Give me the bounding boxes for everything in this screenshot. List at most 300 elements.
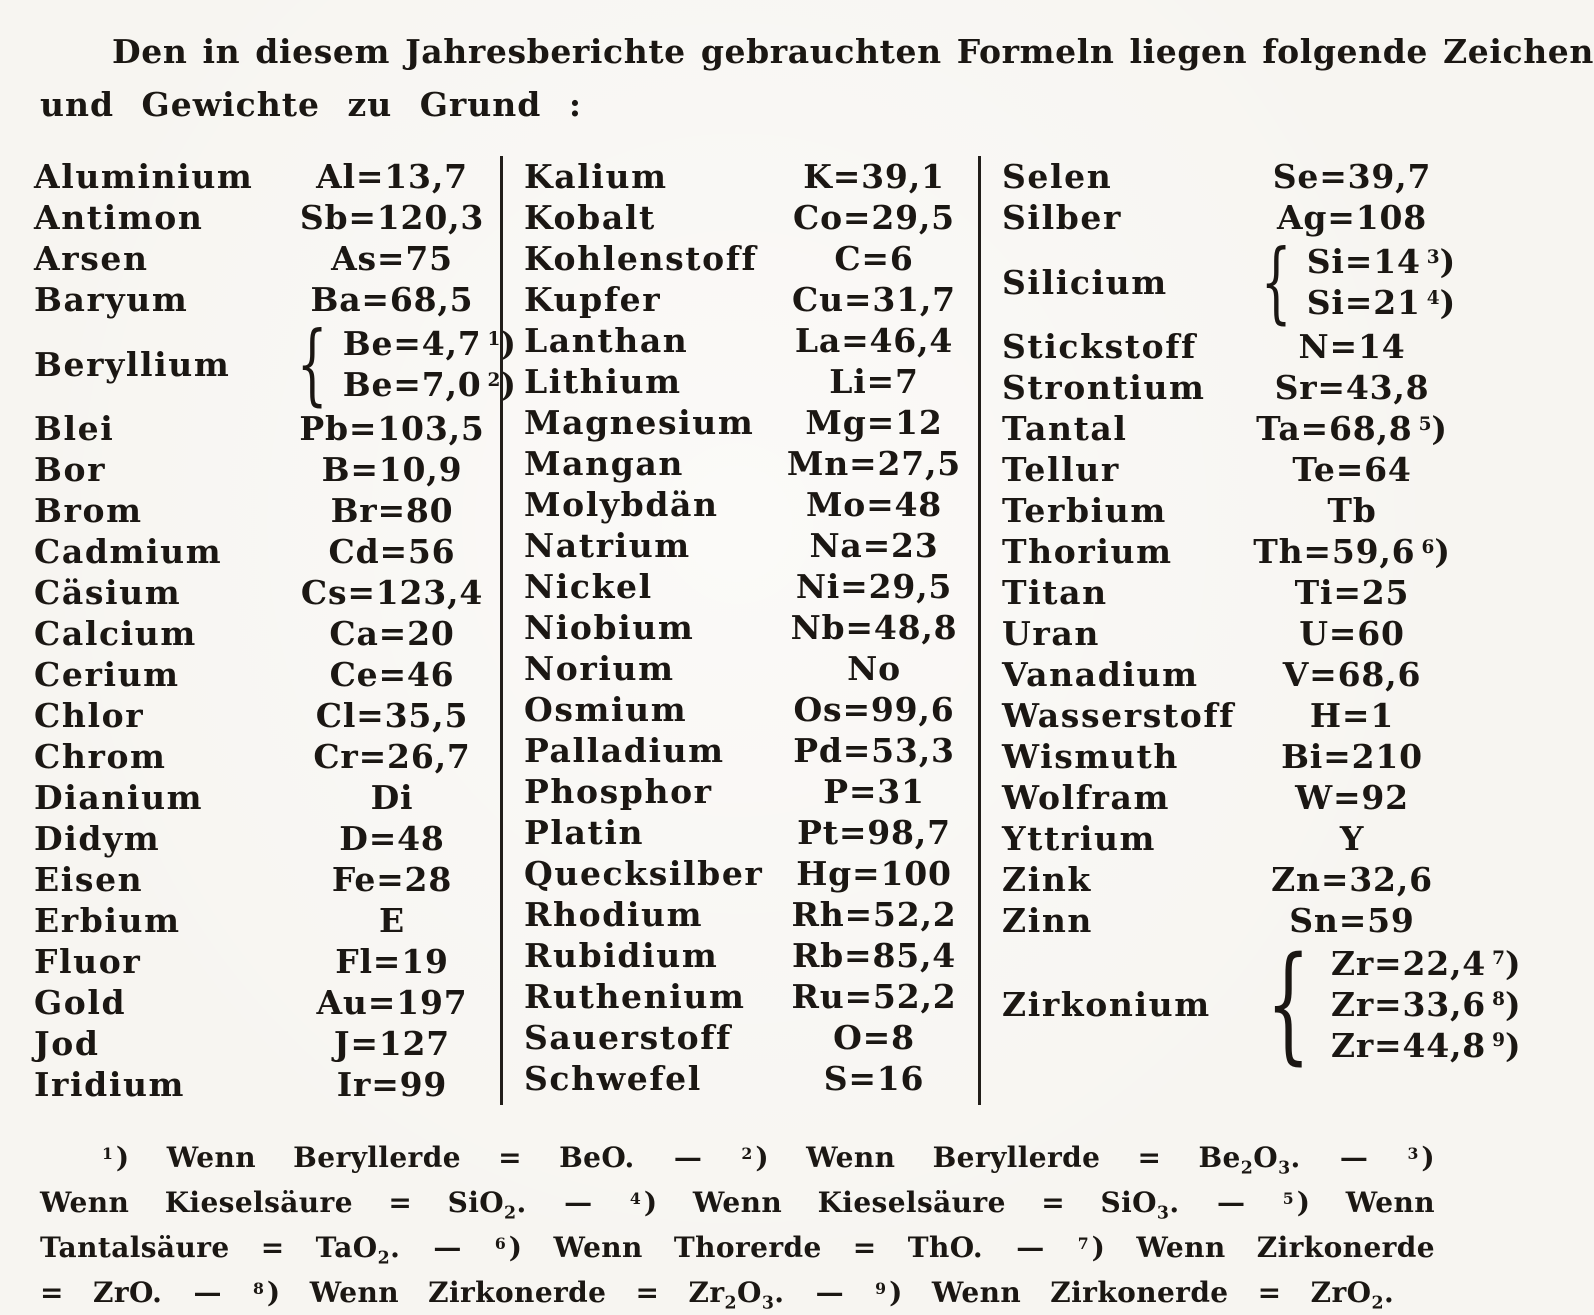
element-name: Natrium <box>524 526 691 565</box>
element-name: Eisen <box>34 860 144 899</box>
element-row <box>34 279 500 320</box>
subscript: 2 <box>724 1293 738 1314</box>
element-row <box>1002 695 1456 736</box>
element-value-line: Au=197 <box>316 983 468 1022</box>
element-value <box>1248 408 1456 449</box>
element-row <box>34 1023 500 1064</box>
element-value <box>284 777 500 818</box>
element-name: Aluminium <box>34 157 254 196</box>
element-row <box>34 1064 500 1105</box>
element-value-line: Os=99,6 <box>793 690 955 729</box>
element-row <box>1002 197 1456 238</box>
element-value-line: Si=21 $^4$) <box>1306 283 1457 322</box>
element-value-line: Ca=20 <box>329 614 455 653</box>
element-value <box>770 320 978 361</box>
element-name: Schwefel <box>524 1059 702 1098</box>
footnote-text: Wenn Beryllerde = BeO. <box>166 1141 635 1174</box>
element-value-line: C=6 <box>834 239 914 278</box>
element-value <box>770 812 978 853</box>
element-value <box>770 238 978 279</box>
element-value <box>1248 736 1456 777</box>
element-row <box>524 402 978 443</box>
element-name: Uran <box>1002 614 1100 653</box>
element-name: Kalium <box>524 157 668 196</box>
element-name: Kohlenstoff <box>524 239 758 278</box>
element-value-line: Be=4,7 $^1$) <box>342 324 517 363</box>
footnote-ref-marker: 2 <box>487 369 501 391</box>
element-row <box>524 648 978 689</box>
footnote-ref-marker: 7 <box>1492 948 1505 970</box>
footnote-text: Wenn Zirkonerde = ZrO$_2$. <box>931 1276 1395 1314</box>
footnote-ref-marker: 9 <box>1492 1030 1505 1052</box>
element-row <box>524 320 978 361</box>
element-value-line: Pd=53,3 <box>793 731 955 770</box>
element-row <box>34 982 500 1023</box>
element-row <box>34 941 500 982</box>
element-value <box>284 1064 500 1105</box>
element-value-line: Li=7 <box>829 362 919 401</box>
subscript: 3 <box>1156 1203 1170 1224</box>
element-value-line: Mn=27,5 <box>786 444 962 483</box>
subscript: 2 <box>504 1203 517 1224</box>
element-name: Stickstoff <box>1002 327 1197 366</box>
element-row <box>34 777 500 818</box>
element-name: Gold <box>34 983 127 1022</box>
element-value-line: Zr=44,8 $^9$) <box>1330 1025 1522 1065</box>
element-value-line: Cr=26,7 <box>313 737 471 776</box>
element-value-line: Ta=68,8 $^5$) <box>1256 409 1448 448</box>
element-value <box>770 648 978 689</box>
element-value <box>770 935 978 976</box>
subscript: 2 <box>377 1248 391 1269</box>
element-value-line: Cl=35,5 <box>315 696 469 735</box>
element-name: Calcium <box>34 614 197 653</box>
element-value-line: Rb=85,4 <box>791 936 957 975</box>
element-row <box>1002 572 1456 613</box>
element-name: Wismuth <box>1002 737 1179 776</box>
element-row <box>524 812 978 853</box>
footnote-separator: — <box>1181 1186 1281 1219</box>
element-name: Titan <box>1002 573 1108 612</box>
element-value <box>1248 490 1456 531</box>
element-name: Sauerstoff <box>524 1018 732 1057</box>
table-column <box>34 156 517 1105</box>
element-value <box>770 525 978 566</box>
element-name: Iridium <box>34 1065 186 1104</box>
element-name: Kobalt <box>524 198 656 237</box>
element-weight-table <box>34 156 1522 1105</box>
element-value <box>1248 777 1456 818</box>
element-value-line: Sn=59 <box>1289 901 1415 940</box>
element-value <box>1248 367 1456 408</box>
footnote-ref-marker: 9 <box>875 1279 887 1299</box>
element-name: Tellur <box>1002 450 1120 489</box>
element-value <box>770 402 978 443</box>
footnote-text: Wenn Thorerde = ThO. <box>553 1231 984 1264</box>
element-value-line: Rh=52,2 <box>791 895 957 934</box>
heading <box>0 0 1594 130</box>
element-value-line: As=75 <box>331 239 453 278</box>
footnote-ref-marker: 3 <box>1407 1144 1419 1164</box>
brace: { <box>1260 230 1293 333</box>
element-value <box>284 654 500 695</box>
element-name: Wasserstoff <box>1002 696 1235 735</box>
element-row <box>1002 156 1456 197</box>
element-value <box>284 613 500 654</box>
element-name: Osmium <box>524 690 688 729</box>
element-row <box>524 976 978 1017</box>
element-row <box>1002 230 1457 333</box>
element-row <box>34 197 500 238</box>
element-value <box>770 1058 978 1099</box>
element-value <box>284 982 500 1023</box>
element-value-line: No <box>847 649 901 688</box>
footnote-separator: — <box>528 1186 628 1219</box>
subscript: 3 <box>1278 1158 1291 1179</box>
element-value <box>284 238 500 279</box>
element-name: Palladium <box>524 731 725 770</box>
element-value-line: Mo=48 <box>805 485 943 524</box>
element-row <box>34 736 500 777</box>
element-value-line: Ce=46 <box>329 655 455 694</box>
element-name: Chrom <box>34 737 167 776</box>
element-row <box>34 572 500 613</box>
element-row <box>524 894 978 935</box>
element-value <box>770 976 978 1017</box>
element-value-line: V=68,6 <box>1282 655 1422 694</box>
element-value <box>770 730 978 771</box>
element-name: Magnesium <box>524 403 755 442</box>
value-stack <box>1331 943 1521 1066</box>
element-name: Brom <box>34 491 143 530</box>
element-name: Didym <box>34 819 161 858</box>
element-value-line: D=48 <box>339 819 445 858</box>
footnote-ref-marker: 1 <box>102 1144 113 1164</box>
element-value <box>1248 531 1456 572</box>
element-row <box>524 935 978 976</box>
element-name: Fluor <box>34 942 142 981</box>
element-value-line: Br=80 <box>330 491 454 530</box>
element-value <box>1248 449 1456 490</box>
element-row <box>34 818 500 859</box>
element-value <box>770 1017 978 1058</box>
element-value-line: Si=14 $^3$) <box>1306 242 1457 281</box>
element-row <box>1002 326 1456 367</box>
element-row <box>1002 654 1456 695</box>
element-name: Arsen <box>34 239 149 278</box>
element-value-line: W=92 <box>1295 778 1409 817</box>
footnote-separator: — <box>164 1276 252 1309</box>
element-value <box>770 484 978 525</box>
element-row <box>524 484 978 525</box>
element-name: Cäsium <box>34 573 182 612</box>
value-stack <box>1307 241 1456 323</box>
element-value <box>284 156 500 197</box>
element-row <box>1002 490 1456 531</box>
element-value <box>770 197 978 238</box>
element-name: Nickel <box>524 567 653 606</box>
element-row <box>34 408 500 449</box>
element-value <box>770 361 978 402</box>
element-row <box>34 859 500 900</box>
element-value-line: Cd=56 <box>328 532 456 571</box>
footnote-ref-marker: 3 <box>1426 246 1440 268</box>
element-row <box>524 238 978 279</box>
element-value-line: Ni=29,5 <box>795 567 953 606</box>
element-value <box>770 279 978 320</box>
element-value-line: U=60 <box>1299 614 1405 653</box>
element-name: Rhodium <box>524 895 704 934</box>
element-value <box>770 443 978 484</box>
element-name: Dianium <box>34 778 204 817</box>
footnote-ref-marker: 6 <box>494 1234 506 1254</box>
element-value <box>1248 930 1522 1077</box>
element-row <box>524 156 978 197</box>
element-name: Erbium <box>34 901 181 940</box>
element-name: Strontium <box>1002 368 1206 407</box>
footnote-ref-marker: 2 <box>741 1144 753 1164</box>
element-value-line: Se=39,7 <box>1272 157 1432 196</box>
element-row <box>1002 531 1456 572</box>
element-name: Quecksilber <box>524 854 764 893</box>
element-value-line: Th=59,6 $^6$) <box>1253 532 1451 571</box>
element-value-line: Nb=48,8 <box>790 608 958 647</box>
footnote-ref-marker: 1 <box>487 328 501 350</box>
element-value-line: Pb=103,5 <box>299 409 485 448</box>
element-value-line: Ti=25 <box>1294 573 1410 612</box>
element-name: Bor <box>34 450 107 489</box>
element-value <box>284 818 500 859</box>
element-value-line: Y <box>1339 819 1365 858</box>
element-row <box>1002 613 1456 654</box>
element-name: Zirkonium <box>1002 984 1211 1024</box>
element-value-line: Ag=108 <box>1276 198 1427 237</box>
element-value-line: Fe=28 <box>331 860 453 899</box>
element-name: Blei <box>34 409 115 448</box>
element-value <box>284 695 500 736</box>
footnote-separator: — <box>402 1231 493 1264</box>
element-value-line: Al=13,7 <box>316 157 468 196</box>
element-value-line: E <box>379 901 405 940</box>
element-value <box>284 1023 500 1064</box>
element-value-line: Di <box>370 778 414 817</box>
footnote-text: Wenn Beryllerde = $Be_2O_3$. <box>806 1141 1301 1179</box>
element-value <box>284 859 500 900</box>
element-name: Lithium <box>524 362 682 401</box>
table-column <box>978 156 1522 1105</box>
element-row <box>524 730 978 771</box>
footnote-separator: — <box>1302 1141 1406 1174</box>
element-value-line: Ba=68,5 <box>310 280 474 319</box>
value-stack <box>343 323 517 405</box>
footnote-text: Wenn Tantalsäure = TaO$_2$. <box>40 1186 1436 1269</box>
element-value-line: Sb=120,3 <box>299 198 485 237</box>
element-row <box>34 531 500 572</box>
element-name: Lanthan <box>524 321 689 360</box>
element-value <box>284 449 500 490</box>
element-name: Beryllium <box>34 344 231 384</box>
element-value-line: Pt=98,7 <box>797 813 951 852</box>
element-value <box>1248 859 1456 900</box>
element-value <box>770 894 978 935</box>
element-row <box>34 312 517 415</box>
element-value <box>770 689 978 730</box>
element-row <box>524 1058 978 1099</box>
element-value <box>1248 230 1457 333</box>
element-value <box>284 197 500 238</box>
element-value-line: P=31 <box>823 772 925 811</box>
element-value-line: Zn=32,6 <box>1271 860 1433 899</box>
element-row <box>524 689 978 730</box>
brace: { <box>1266 930 1311 1077</box>
element-value-line: Be=7,0 $^2$) <box>342 365 517 404</box>
element-value-line: Sr=43,8 <box>1274 368 1430 407</box>
element-name: Chlor <box>34 696 145 735</box>
element-value-line: Hg=100 <box>796 854 952 893</box>
element-row <box>34 900 500 941</box>
element-name: Silber <box>1002 198 1122 237</box>
element-row <box>1002 900 1456 941</box>
element-value-line: Co=29,5 <box>793 198 955 237</box>
element-name: Norium <box>524 649 675 688</box>
element-value-line: La=46,4 <box>794 321 954 360</box>
element-row <box>1002 930 1522 1077</box>
element-value-line: Cs=123,4 <box>300 573 484 612</box>
footnote-separator: — <box>636 1141 740 1174</box>
element-name: Jod <box>34 1024 100 1063</box>
element-row <box>1002 367 1456 408</box>
element-name: Ruthenium <box>524 977 746 1016</box>
element-value-line: O=8 <box>833 1018 915 1057</box>
element-row <box>1002 859 1456 900</box>
element-name: Zinn <box>1002 901 1094 940</box>
element-row <box>1002 736 1456 777</box>
element-row <box>524 566 978 607</box>
footnote-ref-marker: 6 <box>1421 536 1435 558</box>
element-name: Tantal <box>1002 409 1128 448</box>
element-name: Baryum <box>34 280 189 319</box>
element-name: Yttrium <box>1002 819 1157 858</box>
footnote-separator: — <box>985 1231 1076 1264</box>
footnote-ref-marker: 4 <box>629 1189 641 1209</box>
element-value <box>284 736 500 777</box>
element-value-line: Zr=22,4 $^7$) <box>1330 943 1522 983</box>
element-value-line: Ir=99 <box>336 1065 448 1104</box>
footnote-ref-marker: 8 <box>1492 989 1505 1011</box>
element-value-line: Cu=31,7 <box>792 280 956 319</box>
element-value-line: Te=64 <box>1292 450 1412 489</box>
element-row <box>1002 777 1456 818</box>
element-row <box>524 1017 978 1058</box>
table-column <box>500 156 978 1105</box>
element-name: Niobium <box>524 608 695 647</box>
footnotes: $^1$ ) Wenn Beryllerde = BeO. — $^2$ ) Wenn Beryllerde = $Be_2O_3$. — $^3$ ) Wenn Kieselsäure = SiO$_2$. — $^4$ ) Wenn Kieselsäure = SiO$_3$. — $^5$ ) Wenn Tantalsäure = TaO$_2$. — $^6$ ) Wenn Thorerde = ThO. — $^7$ ) Wenn Zirkonerde = ZrO. — $^8$ ) Wenn Zirkonerde = $Zr_2O_3$. — $^9$ ) Wenn Zirkonerde = ZrO$_2$. <box>40 1141 1436 1314</box>
element-value-line: S=16 <box>823 1059 925 1098</box>
element-value <box>284 900 500 941</box>
element-row <box>34 654 500 695</box>
element-name: Kupfer <box>524 280 662 319</box>
element-name: Terbium <box>1002 491 1167 530</box>
element-name: Cerium <box>34 655 180 694</box>
element-row <box>34 449 500 490</box>
footnote-text: Wenn Kieselsäure = SiO$_3$. <box>692 1186 1180 1224</box>
element-value <box>284 572 500 613</box>
footnote-text: Wenn Kieselsäure = SiO$_2$. <box>40 1186 527 1224</box>
element-name: Antimon <box>34 198 204 237</box>
element-value-line: B=10,9 <box>321 450 463 489</box>
element-value <box>1248 613 1456 654</box>
element-row <box>34 238 500 279</box>
footnote-ref-marker: 8 <box>253 1279 264 1299</box>
subscript: 3 <box>761 1293 775 1314</box>
element-value <box>284 490 500 531</box>
element-value <box>284 941 500 982</box>
element-value <box>1248 695 1456 736</box>
element-value-line: H=1 <box>1309 696 1395 735</box>
footnote-ref-marker: 4 <box>1426 287 1440 309</box>
element-name: Cadmium <box>34 532 223 571</box>
heading-line-2: und Gewichte zu Grund : <box>40 85 583 124</box>
element-row <box>34 613 500 654</box>
footnote-ref-marker: 5 <box>1418 413 1432 435</box>
element-value-line: Ru=52,2 <box>791 977 957 1016</box>
element-value <box>770 156 978 197</box>
element-value <box>284 531 500 572</box>
element-row <box>524 853 978 894</box>
element-name: Mangan <box>524 444 684 483</box>
element-name: Vanadium <box>1002 655 1199 694</box>
element-value <box>1248 156 1456 197</box>
element-row <box>524 361 978 402</box>
element-row <box>524 443 978 484</box>
element-name: Molybdän <box>524 485 719 524</box>
element-value-line: Na=23 <box>809 526 939 565</box>
footnote-text: Wenn Zirkonerde = $Zr_2O_3$. <box>309 1276 785 1314</box>
subscript: 2 <box>1240 1158 1254 1179</box>
footnote-ref-marker: 5 <box>1282 1189 1294 1209</box>
element-row <box>524 771 978 812</box>
element-value-line: K=39,1 <box>803 157 945 196</box>
element-value <box>1248 654 1456 695</box>
element-value-line: Bi=210 <box>1281 737 1423 776</box>
element-value-line: N=14 <box>1298 327 1406 366</box>
element-name: Thorium <box>1002 532 1173 571</box>
element-value-line: J=127 <box>333 1024 451 1063</box>
element-row <box>524 279 978 320</box>
element-row <box>1002 408 1456 449</box>
element-name: Rubidium <box>524 936 719 975</box>
element-row <box>1002 449 1456 490</box>
element-row <box>524 607 978 648</box>
element-row <box>524 197 978 238</box>
element-name: Platin <box>524 813 645 852</box>
subscript: 2 <box>1371 1293 1384 1314</box>
element-value <box>770 566 978 607</box>
element-value <box>770 607 978 648</box>
footnote-text: Wenn Zirkonerde = ZrO. <box>40 1231 1435 1309</box>
element-value <box>1248 818 1456 859</box>
element-value <box>770 853 978 894</box>
element-name: Wolfram <box>1002 778 1170 817</box>
element-value-line: Zr=33,6 $^8$) <box>1330 984 1522 1024</box>
footnote-ref-marker: 7 <box>1077 1234 1089 1254</box>
element-row <box>34 490 500 531</box>
element-row <box>34 156 500 197</box>
element-value <box>284 312 517 415</box>
element-value-line: Mg=12 <box>805 403 943 442</box>
element-name: Selen <box>1002 157 1113 196</box>
element-name: Zink <box>1002 860 1092 899</box>
